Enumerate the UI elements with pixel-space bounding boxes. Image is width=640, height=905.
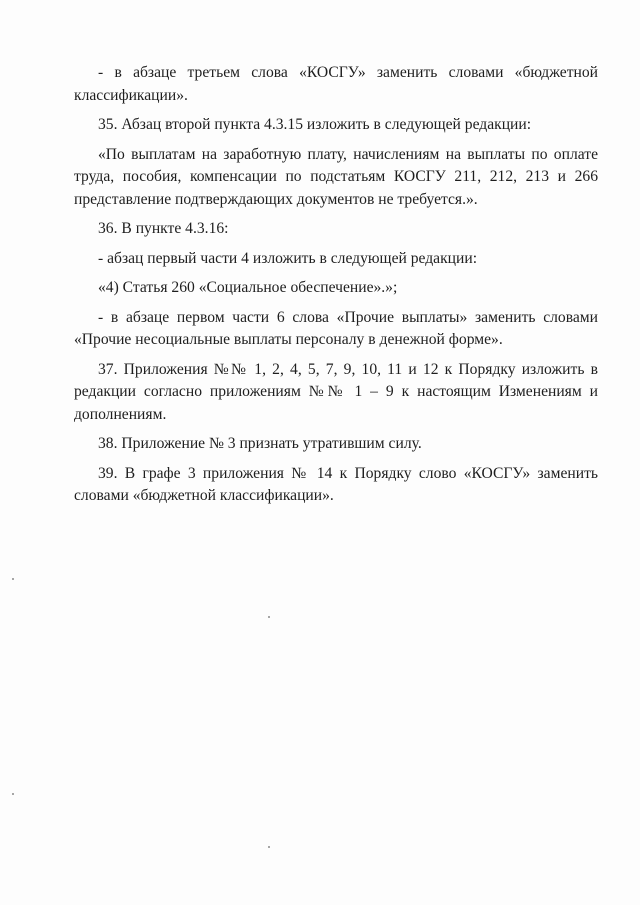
paragraph-item-36-part-4: - абзац первый части 4 изложить в следующей редакции: [98, 249, 478, 267]
paragraph-item-36: 36. В пункте 4.3.16: [98, 220, 229, 237]
scan-speck [268, 846, 270, 848]
scan-speck [12, 578, 14, 580]
scan-speck [12, 793, 14, 795]
document-body [74, 62, 598, 515]
paragraph-item-35: 35. Абзац второй пункта 4.3.15 изложить в следующей редакции: [98, 116, 532, 133]
paragraph-item-38: 38. Приложение № 3 признать утратившим силу. [98, 435, 422, 452]
paragraph-kosgu-replacement: - в абзаце третьем слова «КОСГУ» заменить словами «бюджетной классификации». [74, 64, 598, 104]
paragraph-item-36-article-260: «4) Статья 260 «Социальное обеспечение».»; [98, 279, 398, 296]
paragraph-item-35-quote: «По выплатам на заработную плату, начислениям на выплаты по оплате труда, пособия, компенсации по подстатьям КОСГУ 211, 212, 213 и 266 представление подтверждающих документов не требуется.». [74, 145, 598, 208]
scan-speck [268, 616, 270, 618]
paragraph-item-37: 37. Приложения №№ 1, 2, 4, 5, 7, 9, 10, 11 и 12 к Порядку изложить в редакции согласно приложениям №№ 1 – 9 к настоящим Изменениям и дополнениям. [74, 360, 598, 423]
paragraph-item-39: 39. В графе 3 приложения № 14 к Порядку слово «КОСГУ» заменить словами «бюджетной классификации». [74, 464, 598, 504]
paragraph-item-36-part-6: - в абзаце первом части 6 слова «Прочие выплаты» заменить словами «Прочие несоциальные выплаты персоналу в денежной форме». [74, 308, 598, 348]
